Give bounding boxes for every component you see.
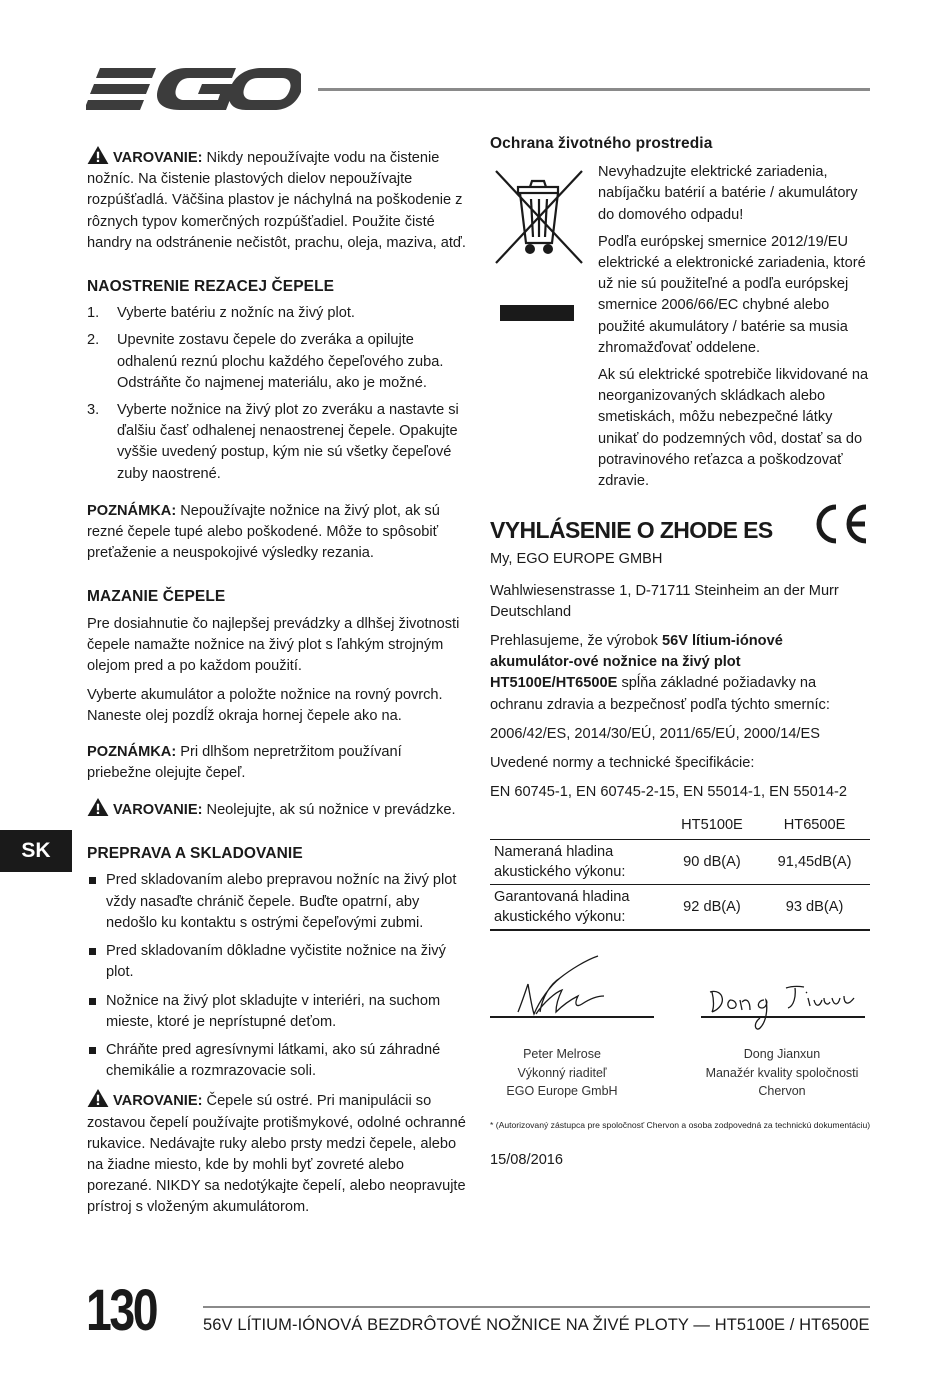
note-text: Pri dlhšom nepretržitom používaní priebežne olejujte čepeľ. xyxy=(87,743,402,781)
bullet-icon xyxy=(89,877,96,884)
table-cell: 91,45dB(A) xyxy=(759,839,870,884)
list-item xyxy=(87,1040,467,1082)
page-number: 130 xyxy=(86,1278,157,1343)
warning-text: Nikdy nepoužívajte vodu na čistenie nožníc. Na čistenie plastových dielov nepoužívajte rozpúšťadlá. Väčšina plastov je náchylná na poškodenie z rôznych typov komerčných rozpúšťadiel. Použite čisté handry na odstránenie nečistôt, prachu, oleja, maziva, atď. xyxy=(87,150,466,251)
lubricate-note xyxy=(87,742,467,784)
list-item xyxy=(87,303,467,324)
env-text xyxy=(598,162,870,492)
warning-text: Čepele sú ostré. Pri manipulácii so zostavou čepelí používajte protišmykové, odolné ochranné rukavice. Nedávajte ruky alebo prsty medzi čepele, alebo na žiadne miesto, kde by mohli byť zovreté alebo porezané. NIKDY sa nedotýkajte čepelí, alebo neopravujte prístroj s vloženým akumulátorom. xyxy=(87,1093,466,1216)
signature-line xyxy=(701,1016,865,1018)
transport-warning xyxy=(87,1089,467,1218)
item-text: Pred skladovaním alebo prepravou nožníc na živý plot vždy nasaďte chránič čepele. Buďte opatrní, aby nedošlo ku kontaktu s ostrými čepeľovými zubmi. xyxy=(106,872,457,931)
note-text: Nepoužívajte nožnice na živý plot, ak sú rezné čepele tupé alebo poškodené. Môže to spôsobiť preťaženie a neuspokojivé výsledky rezania. xyxy=(87,502,440,562)
step-number: 3. xyxy=(87,402,100,419)
warning-text: Neolejujte, ak sú nožnice v prevádzke. xyxy=(206,802,456,819)
declaration-intro xyxy=(490,631,870,716)
list-item xyxy=(87,400,467,485)
item-text: Nožnice na živý plot skladujte v interiéri, na suchom mieste, ktoré je neprístupné deťom. xyxy=(106,992,441,1030)
lubricate-p2: Vyberte akumulátor a položte nožnice na rovný povrch. Naneste olej pozdĺž okraja hornej čepele ako na. xyxy=(87,687,443,725)
bullet-icon xyxy=(89,1047,96,1054)
intro-end-text: spĺňa základné požiadavky na ochranu zdravia a bezpečnosť podľa týchto smerníc: xyxy=(490,675,830,713)
declaration-norms-label: Uvedené normy a technické špecifikácie: xyxy=(490,755,755,772)
table-cell: 93 dB(A) xyxy=(759,884,870,930)
declaration-address1: Wahlwiesenstrasse 1, D-71711 Steinheim an der Murr xyxy=(490,582,839,599)
ce-mark-icon xyxy=(812,503,870,545)
signatory-company: Chervon xyxy=(758,1084,806,1098)
footnote: * (Autorizovaný zástupca pre spoločnosť Chervon a osoba zodpovedná za technickú dokumentáciu) xyxy=(490,1120,871,1130)
table-header-row xyxy=(490,813,870,839)
step-text: Vyberte nožnice na živý plot zo zveráku a nastavte si ďalšiu časť odhalenej nenaostrenej čepele. Opakujte vyššie uvedený postup, kým nie sú všetky čepeľové zuby naostrené. xyxy=(117,402,459,482)
signature-dong xyxy=(706,978,866,1036)
note-label: POZNÁMKA: xyxy=(87,743,177,760)
transport-heading: PREPRAVA A SKLADOVANIE xyxy=(87,845,303,863)
language-tab: SK xyxy=(0,830,72,872)
step-number: 2. xyxy=(87,332,100,349)
signatory-name: Dong Jianxun xyxy=(743,1047,821,1061)
env-heading: Ochrana životného prostredia xyxy=(490,135,713,152)
warning-label: VAROVANIE: xyxy=(113,150,203,166)
declaration-address2: Deutschland xyxy=(490,603,572,620)
bullet-icon xyxy=(89,948,96,955)
signature-line xyxy=(490,1016,654,1018)
transport-list xyxy=(87,870,467,1082)
signatory-dong xyxy=(694,1045,870,1101)
table-cell: 90 dB(A) xyxy=(665,839,759,884)
lubricate-warning xyxy=(87,798,467,821)
signatory-role: Manažér kvality spoločnosti xyxy=(705,1065,859,1080)
sharpen-note xyxy=(87,501,467,565)
table-header: HT5100E xyxy=(665,813,759,839)
table-cell: 92 dB(A) xyxy=(665,884,759,930)
table-cell: Garantovaná hladina akustického výkonu: xyxy=(490,884,665,930)
note-label: POZNÁMKA: xyxy=(87,502,177,519)
crossed-bin-icon xyxy=(490,165,590,325)
table-row xyxy=(490,884,870,930)
declaration-title: VYHLÁSENIE O ZHODE ES xyxy=(490,517,773,544)
list-item xyxy=(87,941,467,983)
signatory-name: Peter Melrose xyxy=(523,1047,601,1061)
declaration-company: My, EGO EUROPE GMBH xyxy=(490,551,663,568)
warning-label: VAROVANIE: xyxy=(113,1093,203,1110)
warning-label: VAROVANIE: xyxy=(113,802,203,819)
env-p2: Podľa európskej smernice 2012/19/EU elektrické a elektronické zariadenia, ktoré už nie sú použiteľné a podľa európskej smernice 2006/66/EC chybné alebo použité akumulátory / batérie sa musia zhromažďovať oddelene. xyxy=(598,233,866,356)
list-item xyxy=(87,870,467,934)
step-text: Upevnite zostavu čepele do zveráka a opilujte odhalenú reznú plochu každého čepeľového zuba. Odstráňte čo najmenej materiálu, ako je možné. xyxy=(117,332,444,391)
step-number: 1. xyxy=(87,305,100,322)
warning-icon xyxy=(87,798,109,816)
header-rule xyxy=(318,88,870,91)
declaration-norms: EN 60745-1, EN 60745-2-15, EN 55014-1, EN 55014-2 xyxy=(490,784,847,801)
warning-icon xyxy=(87,146,109,164)
table-cell: Nameraná hladina akustického výkonu: xyxy=(490,839,665,884)
left-column xyxy=(87,146,467,1219)
lubricate-p1: Pre dosiahnutie čo najlepšej prevádzky a dlhšej životnosti čepele namažte nožnice na živý plot s ľahkým strojným olejom pred a po každom použití. xyxy=(87,615,460,675)
bullet-icon xyxy=(89,998,96,1005)
signatory-role: Výkonný riaditeľ xyxy=(517,1065,607,1080)
warning-icon xyxy=(87,1089,109,1107)
table-header xyxy=(490,813,665,839)
lubricate-heading: MAZANIE ČEPELE xyxy=(87,588,226,606)
table-header: HT6500E xyxy=(759,813,870,839)
env-p3: Ak sú elektrické spotrebiče likvidované na neorganizovaných skládkach alebo smetiskách, môžu nebezpečné látky unikať do podzemných vôd, dostať sa do potravinového reťazca a poškodzovať zdravie. xyxy=(598,367,869,490)
sharpen-heading: NAOSTRENIE REZACEJ ČEPELE xyxy=(87,278,335,296)
sound-power-table xyxy=(490,813,870,930)
product-name: 56V lítium-iónové akumulátor-ové nožnice na živý plot HT5100E/HT6500E xyxy=(490,633,783,692)
sharpen-steps xyxy=(87,303,467,485)
signatory-melrose xyxy=(478,1045,646,1101)
table-row xyxy=(490,839,870,884)
ego-logo xyxy=(86,64,301,114)
declaration-date: 15/08/2016 xyxy=(490,1152,564,1168)
intro-text: Prehlasujeme, že výrobok xyxy=(490,633,658,650)
step-text: Vyberte batériu z nožníc na živý plot. xyxy=(117,305,355,322)
signatory-company: EGO Europe GmbH xyxy=(506,1084,618,1098)
footer-title: 56V LÍTIUM-IÓNOVÁ BEZDRÔTOVÉ NOŽNICE NA ŽIVÉ PLOTY — HT5100E / HT6500E xyxy=(203,1316,870,1334)
signature-melrose xyxy=(500,950,610,1022)
list-item xyxy=(87,991,467,1033)
cleaning-warning xyxy=(87,146,467,254)
item-text: Pred skladovaním dôkladne vyčistite nožnice na živý plot. xyxy=(106,943,446,981)
env-p1: Nevyhadzujte elektrické zariadenia, nabíjačku batérií a batérie / akumulátory do domového odpadu! xyxy=(598,164,858,223)
declaration-directives: 2006/42/ES, 2014/30/EÚ, 2011/65/EÚ, 2000/14/ES xyxy=(490,725,820,742)
right-column xyxy=(490,133,870,931)
list-item xyxy=(87,330,467,394)
footer-rule xyxy=(203,1306,870,1308)
item-text: Chráňte pred agresívnymi látkami, ako sú záhradné chemikálie a rozmrazovacie soli. xyxy=(106,1041,441,1080)
